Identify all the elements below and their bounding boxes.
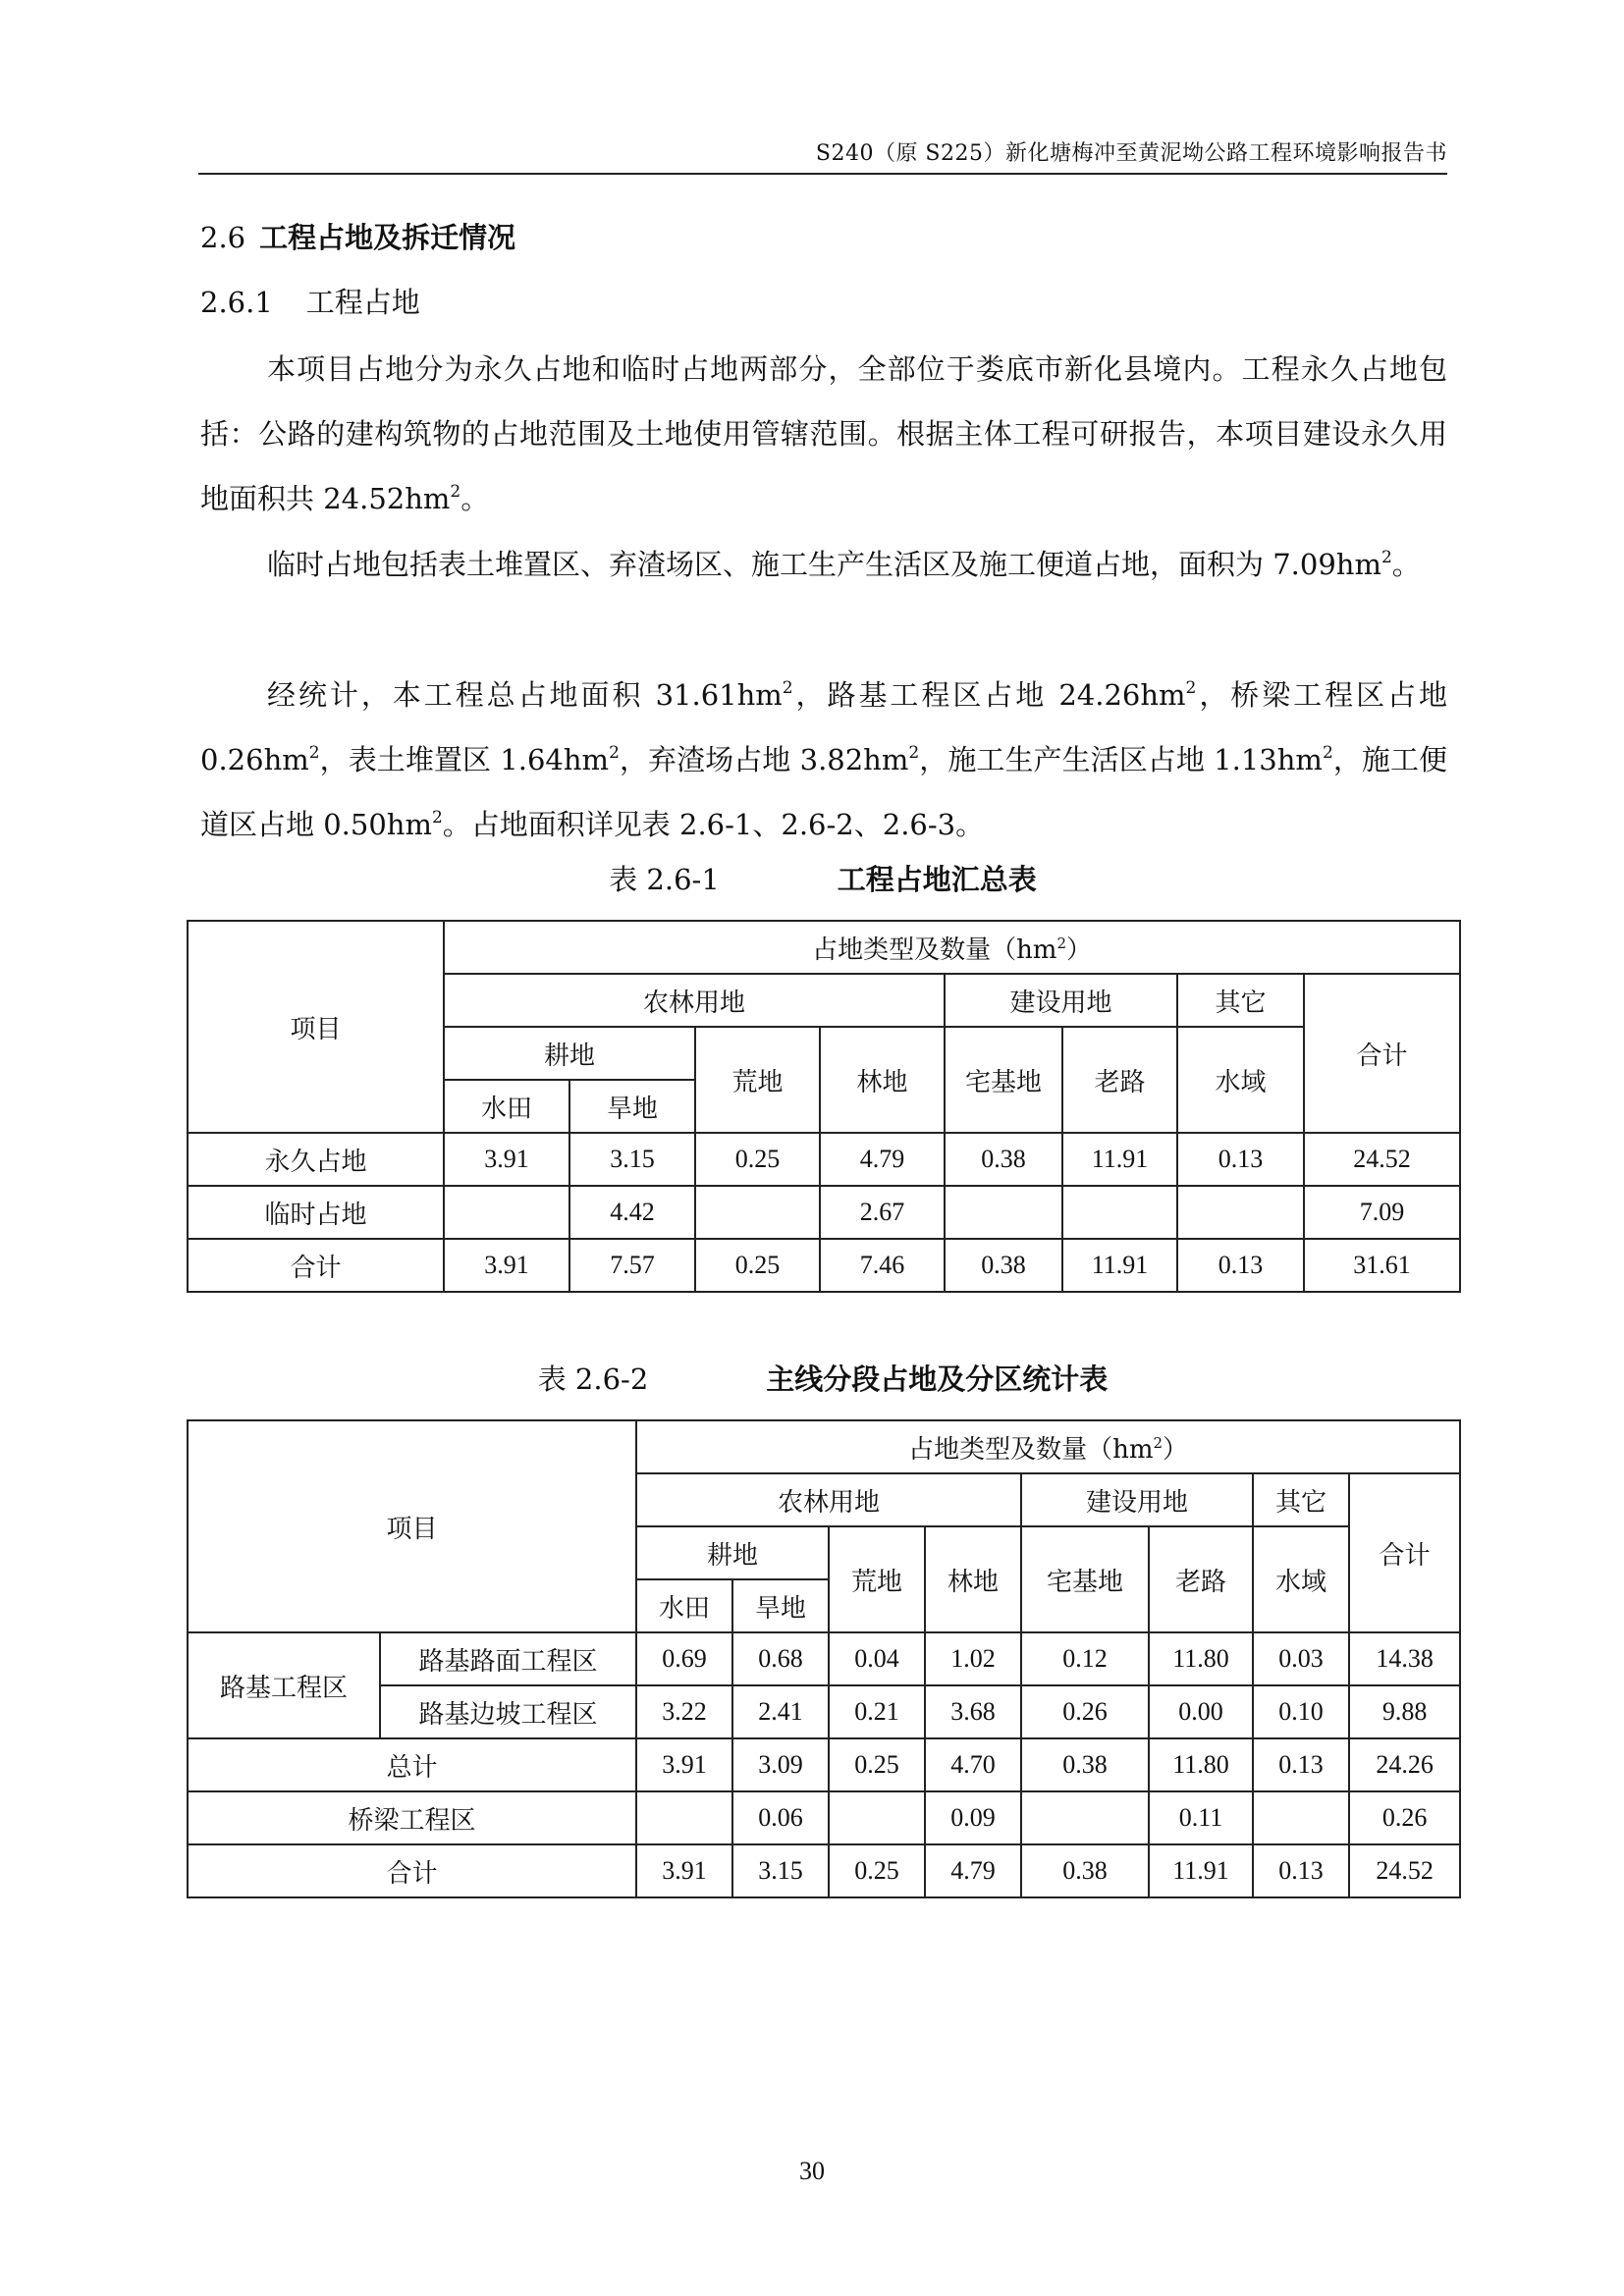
superscript: 2 [308,743,320,763]
superscript: 2 [1185,678,1197,698]
section-title-text: 工程占地及拆迁情况 [259,221,516,254]
cell-dry: 3.15 [732,1844,829,1897]
header-other: 其它 [1177,974,1304,1027]
cell-forest: 4.70 [925,1738,1021,1791]
cell-dry: 7.57 [569,1239,695,1292]
row-label: 临时占地 [188,1186,444,1239]
paragraph-permanent-land [200,337,1447,531]
cell-water: 0.13 [1177,1239,1304,1292]
header-text: 占地类型及数量（hm [908,1434,1154,1465]
header-water: 水域 [1177,1027,1304,1133]
superscript: 2 [782,678,793,698]
land-occupation-summary-table [187,920,1461,1293]
cell-old-road: 11.91 [1062,1133,1177,1186]
section-number: 2.6 [200,221,246,254]
header-wasteland: 荒地 [695,1027,820,1133]
header-cultivated: 耕地 [636,1526,829,1579]
cell-total: 0.26 [1349,1791,1460,1844]
header-water: 水域 [1253,1526,1349,1632]
cell-old-road: 11.91 [1149,1844,1253,1897]
cell-paddy: 3.91 [636,1738,732,1791]
header-construction: 建设用地 [945,974,1177,1027]
row-label: 合计 [188,1844,636,1897]
cell-homestead: 0.12 [1021,1632,1149,1685]
paragraph-text: ，桥梁工程区占地 0.26hm [200,678,1447,776]
header-homestead: 宅基地 [1021,1526,1149,1632]
header-homestead: 宅基地 [945,1027,1062,1133]
cell-paddy [444,1186,569,1239]
table1-caption-number: 表 2.6-1 [609,863,720,896]
table-row [188,1738,1460,1791]
cell-wasteland: 0.25 [829,1738,925,1791]
header-dry: 旱地 [732,1579,829,1632]
table2-caption [198,1358,1447,1398]
header-rule [198,173,1447,175]
cell-dry: 4.42 [569,1186,695,1239]
cell-wasteland: 0.21 [829,1685,925,1738]
cell-homestead: 0.38 [945,1239,1062,1292]
section-heading [200,216,515,256]
cell-total: 14.38 [1349,1632,1460,1685]
cell-total: 24.52 [1304,1133,1460,1186]
cell-wasteland: 0.04 [829,1632,925,1685]
cell-water [1177,1186,1304,1239]
cell-paddy: 0.69 [636,1632,732,1685]
page-number: 30 [799,2157,825,2185]
superscript: 2 [1322,743,1333,763]
header-forest: 林地 [925,1526,1021,1632]
header-paddy: 水田 [444,1080,569,1133]
cell-dry: 3.09 [732,1738,829,1791]
cell-forest: 1.02 [925,1632,1021,1685]
cell-water: 0.03 [1253,1632,1349,1685]
cell-total: 31.61 [1304,1239,1460,1292]
header-item: 项目 [188,1420,636,1632]
paragraph-text: ，施工生产生活区占地 1.13hm [919,743,1323,776]
cell-dry: 3.15 [569,1133,695,1186]
paragraph-text: 经统计，本工程总占地面积 31.61hm [267,678,783,712]
cell-paddy [636,1791,732,1844]
superscript: 2 [1380,548,1392,567]
header-agri-forest: 农林用地 [444,974,945,1027]
superscript: 2 [1153,1433,1164,1452]
paragraph-text: 。 [1391,548,1421,581]
table-header-row [188,1420,1460,1473]
cell-dry: 0.06 [732,1791,829,1844]
cell-forest: 4.79 [925,1844,1021,1897]
cell-old-road: 11.80 [1149,1738,1253,1791]
cell-dry: 0.68 [732,1632,829,1685]
header-text: ） [1066,934,1093,965]
row-label: 路基路面工程区 [380,1632,636,1685]
row-label: 总计 [188,1738,636,1791]
table2-caption-title: 主线分段占地及分区统计表 [766,1362,1109,1396]
cell-forest: 7.46 [820,1239,945,1292]
paragraph-temporary-land [200,532,1447,597]
cell-wasteland [829,1791,925,1844]
superscript: 2 [431,808,443,828]
row-label: 合计 [188,1239,444,1292]
subsection-heading [200,281,420,321]
cell-water: 0.13 [1177,1133,1304,1186]
table1-caption-title: 工程占地汇总表 [837,863,1037,896]
cell-forest: 3.68 [925,1685,1021,1738]
cell-total: 9.88 [1349,1685,1460,1738]
header-item: 项目 [188,921,444,1133]
cell-homestead: 0.38 [1021,1844,1149,1897]
paragraph-text: ，弃渣场占地 3.82hm [619,743,909,776]
header-agri-forest: 农林用地 [636,1473,1021,1526]
paragraph-text: 本项目占地分为永久占地和临时占地两部分，全部位于娄底市新化县境内。工程永久占地包括：公路的建构筑物的占地范围及土地使用管辖范围。根据主体工程可研报告，本项目建设永久用地面积共 24.52hm [200,352,1447,515]
cell-old-road: 11.80 [1149,1632,1253,1685]
header-forest: 林地 [820,1027,945,1133]
header-text: 占地类型及数量（hm [812,934,1057,965]
cell-paddy: 3.91 [636,1844,732,1897]
paragraph-text: ，路基工程区占地 24.26hm [792,678,1186,712]
cell-old-road: 0.11 [1149,1791,1253,1844]
cell-old-road: 0.00 [1149,1685,1253,1738]
header-total: 合计 [1304,974,1460,1133]
table-row [188,1186,1460,1239]
table-row [188,1239,1460,1292]
cell-wasteland: 0.25 [695,1133,820,1186]
cell-total: 24.26 [1349,1738,1460,1791]
row-group-label: 路基工程区 [188,1632,380,1738]
cell-forest: 4.79 [820,1133,945,1186]
table2-caption-number: 表 2.6-2 [537,1362,649,1396]
table-row [188,1791,1460,1844]
cell-wasteland: 0.25 [829,1844,925,1897]
cell-homestead: 0.38 [945,1133,1062,1186]
subsection-number: 2.6.1 [200,286,273,319]
header-type-quantity [444,921,1460,974]
table-row [188,1133,1460,1186]
cell-total: 24.52 [1349,1844,1460,1897]
superscript: 2 [908,743,920,763]
cell-forest: 2.67 [820,1186,945,1239]
paragraph-statistics [200,663,1447,857]
header-total: 合计 [1349,1473,1460,1632]
row-label: 路基边坡工程区 [380,1685,636,1738]
header-old-road: 老路 [1149,1526,1253,1632]
table1-caption [198,858,1447,898]
table-row [188,1632,1460,1685]
mainline-segment-table [187,1419,1461,1898]
paragraph-text: 。 [460,482,490,515]
cell-homestead: 0.26 [1021,1685,1149,1738]
table-header-row [188,921,1460,974]
paragraph-text: ，表土堆置区 1.64hm [319,743,610,776]
cell-water: 0.10 [1253,1685,1349,1738]
superscript: 2 [609,743,620,763]
paragraph-text: ，施工便道区占地 0.50hm [200,743,1448,841]
paragraph-text: 。占地面积详见表 2.6-1、2.6-2、2.6-3。 [442,808,985,841]
cell-water [1253,1791,1349,1844]
cell-old-road: 11.91 [1062,1239,1177,1292]
header-old-road: 老路 [1062,1027,1177,1133]
cell-wasteland [695,1186,820,1239]
superscript: 2 [450,482,461,502]
cell-old-road [1062,1186,1177,1239]
superscript: 2 [1056,934,1067,952]
cell-wasteland: 0.25 [695,1239,820,1292]
cell-total: 7.09 [1304,1186,1460,1239]
cell-water: 0.13 [1253,1844,1349,1897]
header-type-quantity [636,1420,1460,1473]
cell-paddy: 3.22 [636,1685,732,1738]
header-paddy: 水田 [636,1579,732,1632]
cell-homestead [945,1186,1062,1239]
header-dry: 旱地 [569,1080,695,1133]
cell-dry: 2.41 [732,1685,829,1738]
running-header-title: S240（原 S225）新化塘梅冲至黄泥坳公路工程环境影响报告书 [815,141,1447,166]
subsection-title-text: 工程占地 [305,286,420,319]
header-construction: 建设用地 [1021,1473,1253,1526]
row-label: 桥梁工程区 [188,1791,636,1844]
cell-homestead: 0.38 [1021,1738,1149,1791]
cell-forest: 0.09 [925,1791,1021,1844]
cell-paddy: 3.91 [444,1239,569,1292]
cell-homestead [1021,1791,1149,1844]
row-label: 永久占地 [188,1133,444,1186]
header-wasteland: 荒地 [829,1526,925,1632]
header-other: 其它 [1253,1473,1349,1526]
cell-water: 0.13 [1253,1738,1349,1791]
cell-paddy: 3.91 [444,1133,569,1186]
paragraph-text: 临时占地包括表土堆置区、弃渣场区、施工生产生活区及施工便道占地，面积为 7.09hm [267,548,1381,581]
header-cultivated: 耕地 [444,1027,695,1080]
table-row [188,1844,1460,1897]
header-text: ） [1163,1434,1189,1465]
